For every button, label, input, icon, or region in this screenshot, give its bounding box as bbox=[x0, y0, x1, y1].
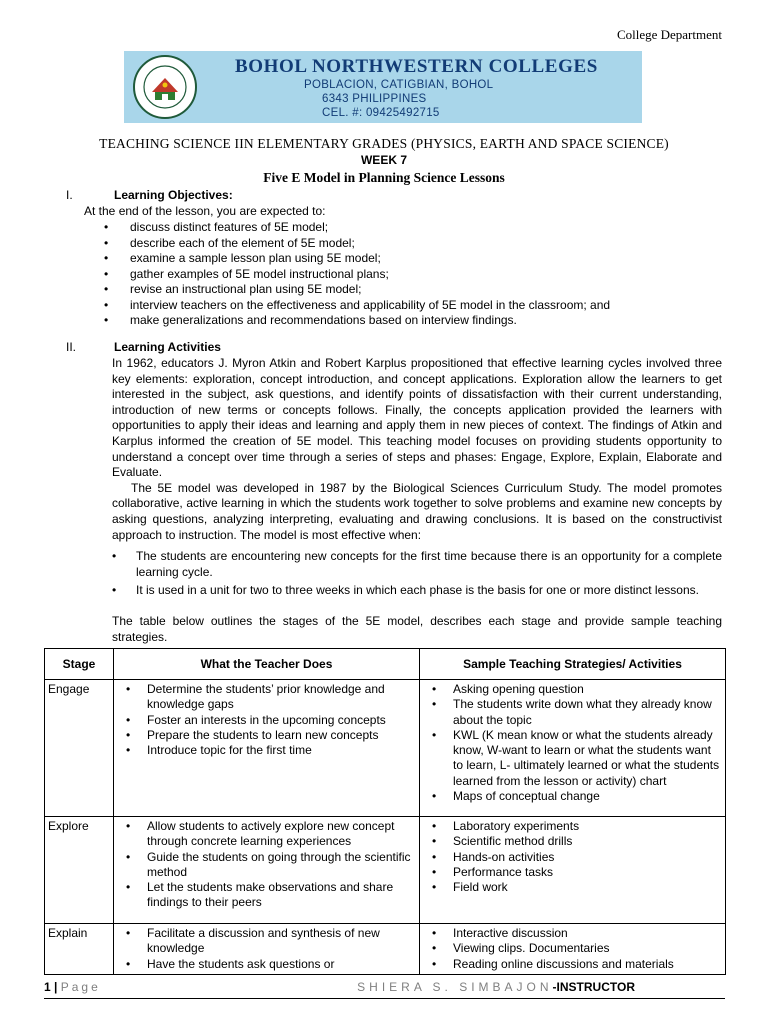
paragraph-history: In 1962, educators J. Myron Atkin and Robert Karplus propositioned that effective learning cycles involved three key elements: exploration, concept introduction, and concept applications. Exploration allow the learners to get interested in the subject, ask questions, and identify points of dissatisfaction with their current understanding, introduction of new terms or concepts follows. Finally, the concepts application provided the learners with opportunities to apply their ideas and learning and apply them in new pieces of context. The findings of Atkin and Karplus informed the creation of 5E model. This teaching model focuses on providing students opportunity to understand a concept over time through a series of steps and phases: Engage, Explore, Explain, Elaborate and Evaluate. bbox=[112, 356, 722, 480]
stage-cell: Explain bbox=[45, 924, 114, 975]
list-item: • The students write down what they already know about the topic bbox=[423, 697, 722, 728]
column-header: What the Teacher Does bbox=[114, 649, 420, 680]
lesson-topic: Five E Model in Planning Science Lessons bbox=[263, 170, 505, 185]
list-item: • discuss distinct features of 5E model; bbox=[104, 220, 610, 236]
list-item: • KWL (K mean know or what the students already know, W-want to learn or what the students want to learn, L- ultimately learned or what the students learned from the lesson or activity) chart bbox=[423, 728, 722, 789]
list-item: • It is used in a unit for two to three weeks in which each phase is the basis for one or more distinct lessons. bbox=[112, 582, 722, 598]
objectives-list bbox=[104, 220, 610, 329]
table-row bbox=[45, 680, 726, 817]
section-label: Learning Activities bbox=[114, 340, 221, 354]
paragraph-5e-model: The 5E model was developed in 1987 by the Biological Sciences Curriculum Study. The model promotes collaborative, active learning in which the students work together to solve problems and examine new concepts by asking questions, analyzing interpreting, evaluating and drawing conclusions. It is based on the constructivist approach to instruction. The model is most effective when: bbox=[112, 480, 722, 542]
section-number: II. bbox=[66, 340, 77, 354]
list-item: • revise an instructional plan using 5E model; bbox=[104, 282, 610, 298]
effectiveness-list bbox=[112, 548, 722, 600]
teacher-cell bbox=[114, 680, 420, 817]
stage-cell: Engage bbox=[45, 680, 114, 817]
page-number: 1 bbox=[44, 980, 51, 994]
teacher-cell bbox=[114, 817, 420, 924]
list-item: • Viewing clips. Documentaries bbox=[423, 941, 722, 956]
list-item: • Allow students to actively explore new concept through concrete learning experiences bbox=[117, 819, 416, 850]
table-row bbox=[45, 924, 726, 975]
page-footer bbox=[44, 980, 725, 996]
list-item: • The students are encountering new concepts for the first time because there is an opportunity for a complete learning cycle. bbox=[112, 548, 722, 580]
objectives-intro: At the end of the lesson, you are expected to: bbox=[84, 204, 326, 218]
list-item: • Maps of conceptual change bbox=[423, 789, 722, 804]
strategies-cell bbox=[420, 817, 726, 924]
school-name: BOHOL NORTHWESTERN COLLEGES bbox=[235, 56, 598, 77]
list-item: • examine a sample lesson plan using 5E model; bbox=[104, 251, 610, 267]
list-item: • Reading online discussions and materials bbox=[423, 957, 722, 972]
list-item: • interview teachers on the effectiveness and applicability of 5E model in the classroom; and bbox=[104, 298, 610, 314]
list-item: • Laboratory experiments bbox=[423, 819, 722, 834]
list-item: • Asking opening question bbox=[423, 682, 722, 697]
school-address-line2: 6343 PHILIPPINES bbox=[322, 93, 427, 105]
page-indicator bbox=[44, 980, 101, 994]
strategies-cell bbox=[420, 924, 726, 975]
school-phone: CEL. #: 09425492715 bbox=[322, 107, 440, 119]
list-item: • Interactive discussion bbox=[423, 926, 722, 941]
table-intro-paragraph: The table below outlines the stages of the 5E model, describes each stage and provide sample teaching strategies. bbox=[112, 614, 722, 644]
body-paragraph bbox=[112, 356, 722, 543]
list-item: • Determine the students’ prior knowledge and knowledge gaps bbox=[117, 682, 416, 713]
instructor-signature bbox=[357, 980, 635, 994]
list-item: • Field work bbox=[423, 880, 722, 895]
list-item: • Foster an interests in the upcoming concepts bbox=[117, 713, 416, 728]
footer-rule bbox=[44, 998, 725, 999]
stages-table bbox=[44, 648, 726, 975]
school-address-line1: POBLACION, CATIGBIAN, BOHOL bbox=[304, 79, 494, 91]
instructor-name: SHIERA S. SIMBAJON bbox=[357, 980, 553, 994]
department-label: College Department bbox=[616, 27, 722, 42]
list-item: • Scientific method drills bbox=[423, 834, 722, 849]
section-number: I. bbox=[66, 188, 73, 202]
school-seal-icon bbox=[132, 54, 198, 120]
list-item: • gather examples of 5E model instructional plans; bbox=[104, 267, 610, 283]
school-banner bbox=[124, 51, 642, 123]
list-item: • Prepare the students to learn new concepts bbox=[117, 728, 416, 743]
list-item: • Performance tasks bbox=[423, 865, 722, 880]
instructor-role: -INSTRUCTOR bbox=[552, 980, 635, 994]
list-item: • Guide the students on going through the scientific method bbox=[117, 850, 416, 881]
list-item: • Facilitate a discussion and synthesis of new knowledge bbox=[117, 926, 416, 957]
teacher-cell bbox=[114, 924, 420, 975]
column-header: Stage bbox=[45, 649, 114, 680]
stage-cell: Explore bbox=[45, 817, 114, 924]
table-row bbox=[45, 817, 726, 924]
list-item: • describe each of the element of 5E model; bbox=[104, 236, 610, 252]
course-title: TEACHING SCIENCE IIN ELEMENTARY GRADES (PHYSICS, EARTH AND SPACE SCIENCE) bbox=[99, 136, 669, 151]
list-item: • Have the students ask questions or bbox=[117, 957, 416, 972]
list-item: • Introduce topic for the first time bbox=[117, 743, 416, 758]
page-label: Page bbox=[60, 980, 101, 994]
column-header: Sample Teaching Strategies/ Activities bbox=[420, 649, 726, 680]
list-item: • Let the students make observations and share findings to their peers bbox=[117, 880, 416, 911]
week-label: WEEK 7 bbox=[360, 153, 407, 167]
list-item: • Hands-on activities bbox=[423, 850, 722, 865]
table-header-row bbox=[45, 649, 726, 680]
page-separator: | bbox=[54, 980, 58, 994]
strategies-cell bbox=[420, 680, 726, 817]
section-label: Learning Objectives: bbox=[114, 188, 233, 202]
list-item: • make generalizations and recommendations based on interview findings. bbox=[104, 313, 610, 329]
